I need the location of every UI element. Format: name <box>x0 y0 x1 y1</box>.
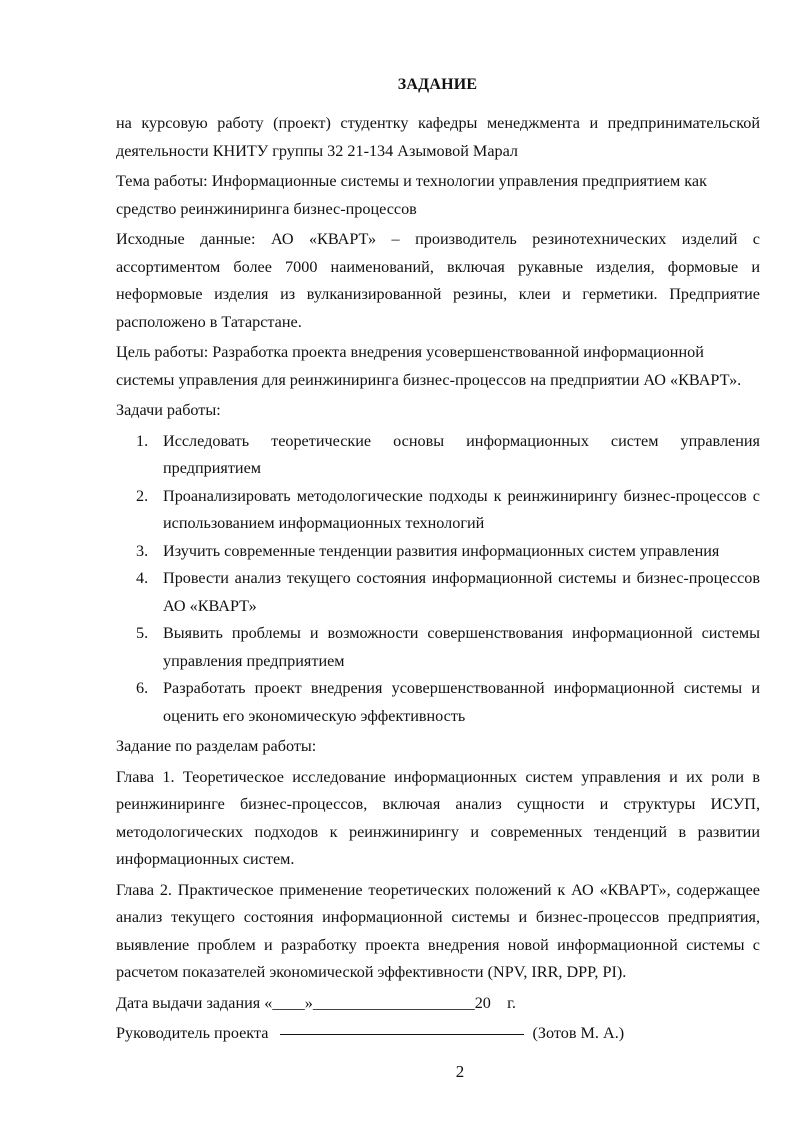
list-item-text: Разработать проект внедрения усовершенствованной информационной системы и оценить его экономическую эффективность <box>163 679 760 725</box>
list-item-number: 3. <box>136 541 149 560</box>
list-item-text: Изучить современные тенденции развития информационных систем управления <box>163 541 720 560</box>
supervisor-name: (Зотов М. А.) <box>532 1024 625 1042</box>
document-title: ЗАДАНИЕ <box>397 76 478 93</box>
list-item-text: Провести анализ текущего состояния информационной системы и бизнес-процессов АО «КВАРТ» <box>163 569 760 615</box>
list-item <box>116 675 760 730</box>
list-item <box>116 483 760 538</box>
list-item-number: 4. <box>136 569 149 587</box>
signature-line <box>280 1033 524 1035</box>
document-body <box>116 110 760 1051</box>
list-item-text: Исследовать теоретические основы информационных систем управления предприятием <box>163 431 760 477</box>
list-item <box>116 620 760 675</box>
tasks-heading: Задачи работы: <box>116 401 221 419</box>
list-item-number: 1. <box>136 431 149 450</box>
issue-date-line: Дата выдачи задания «____»____________________20 г. <box>116 993 516 1012</box>
list-item-number: 5. <box>136 624 149 642</box>
list-item-number: 2. <box>136 486 149 505</box>
work-goal: Цель работы: Разработка проекта внедрения усовершенствованной информационной системы управления для реинжиниринга бизнес-процессов на предприятии АО «КВАРТ». <box>116 343 742 389</box>
page-number: 2 <box>455 1062 465 1081</box>
work-topic: Тема работы: Информационные системы и технологии управления предприятием как средство реинжиниринга бизнес-процессов <box>116 172 707 218</box>
list-item <box>116 538 760 566</box>
list-item <box>116 565 760 620</box>
list-item-text: Выявить проблемы и возможности совершенствования информационной системы управления предприятием <box>163 624 760 670</box>
list-item-number: 6. <box>136 679 149 697</box>
sections-heading: Задание по разделам работы: <box>116 737 317 755</box>
supervisor-label: Руководитель проекта <box>116 1024 269 1042</box>
list-item <box>116 428 760 483</box>
tasks-list <box>116 428 760 731</box>
list-item-text: Проанализировать методологические подходы к реинжинирингу бизнес-процессов с использованием информационных технологий <box>163 486 760 532</box>
source-data: Исходные данные: АО «КВАРТ» – производитель резинотехнических изделий с ассортиментом более 7000 наименований, включая рукавные изделия, формовые и неформовые изделия из вулканизированной резины, клеи и герметики. Предприятие расположено в Татарстане. <box>116 230 760 331</box>
supervisor-line <box>116 1020 760 1048</box>
chapter-1-description: Глава 1. Теоретическое исследование информационных систем управления и их роли в реинжиниринге бизнес-процессов, включая анализ сущности и структуры ИСУП, методологических подходов к реинжинирингу и современных тенденций в развитии информационных систем. <box>116 767 760 868</box>
chapter-2-description: Глава 2. Практическое применение теоретических положений к АО «КВАРТ», содержащее анализ текущего состояния информационной системы и бизнес-процессов предприятия, выявление проблем и разработку проекта внедрения новой информационной системы с расчетом показателей экономической эффективности (NPV, IRR, DPP, PI). <box>116 880 760 981</box>
assignment-intro: на курсовую работу (проект) студентку кафедры менеджмента и предпринимательской деятельности КНИТУ группы 32 21-134 Азымовой Марал <box>116 114 760 160</box>
